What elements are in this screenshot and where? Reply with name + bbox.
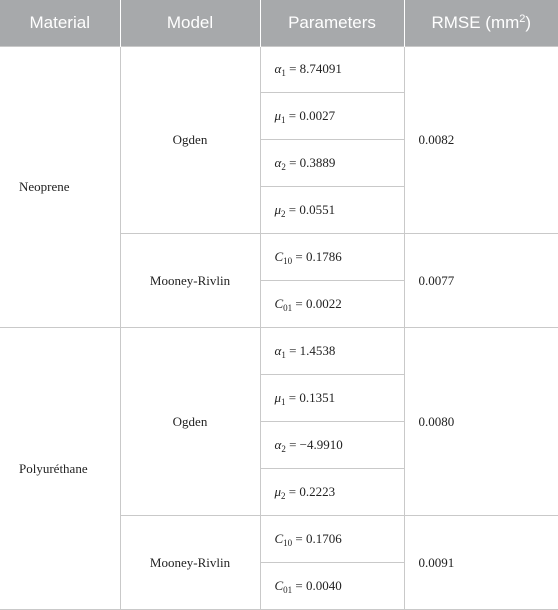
param-subscript: 1 <box>281 396 286 407</box>
param-value: = 0.0551 <box>285 201 336 217</box>
parameter-cell <box>260 187 404 234</box>
parameter-cell <box>260 375 404 422</box>
parameter-cell <box>260 47 404 93</box>
param-subscript: 1 <box>281 114 286 125</box>
param-subscript: 01 <box>283 302 293 313</box>
param-subscript: 1 <box>281 349 286 360</box>
header-model: Model <box>120 0 260 47</box>
param-subscript: 2 <box>281 443 286 454</box>
param-symbol: C <box>274 295 284 311</box>
param-value: = 0.0040 <box>292 577 342 593</box>
param-symbol: C <box>274 530 284 546</box>
param-symbol: α <box>274 154 282 170</box>
param-subscript: 10 <box>283 537 293 548</box>
param-subscript: 01 <box>283 584 293 595</box>
param-symbol: C <box>274 577 284 593</box>
table-row <box>0 328 558 375</box>
parameter-cell <box>260 281 404 328</box>
model-cell: Ogden <box>120 47 260 234</box>
param-value: = 0.3889 <box>285 154 336 170</box>
param-subscript: 2 <box>281 490 286 501</box>
param-subscript: 2 <box>281 208 286 219</box>
rmse-cell: 0.0080 <box>404 328 558 516</box>
rmse-cell: 0.0091 <box>404 516 558 610</box>
header-rmse-close: ) <box>525 13 532 32</box>
param-symbol: α <box>274 436 282 452</box>
param-subscript: 2 <box>281 161 286 172</box>
param-symbol: α <box>274 342 282 358</box>
param-symbol: μ <box>274 107 282 123</box>
param-value: = 0.1351 <box>285 389 336 405</box>
param-subscript: 1 <box>281 68 286 78</box>
param-symbol: μ <box>274 389 282 405</box>
param-subscript: 10 <box>283 255 293 266</box>
param-value: = −4.9910 <box>285 436 343 452</box>
rmse-cell: 0.0077 <box>404 234 558 328</box>
param-value: = 0.2223 <box>285 483 336 499</box>
parameter-cell <box>260 422 404 469</box>
header-parameters: Parameters <box>260 0 404 47</box>
param-symbol: C <box>274 248 284 264</box>
param-value: = 8.74091 <box>285 61 342 76</box>
param-symbol: μ <box>274 201 282 217</box>
header-material: Material <box>0 0 120 47</box>
parameter-cell <box>260 93 404 140</box>
header-row <box>0 0 558 47</box>
param-value: = 0.0027 <box>285 107 336 123</box>
param-value: = 0.1706 <box>292 530 342 546</box>
parameter-cell <box>260 140 404 187</box>
material-cell: Polyuréthane <box>0 328 120 610</box>
table-row <box>0 47 558 93</box>
header-rmse <box>404 0 558 47</box>
param-symbol: μ <box>274 483 282 499</box>
model-cell: Mooney-Rivlin <box>120 516 260 610</box>
param-symbol: α <box>274 61 282 76</box>
header-rmse-sup: 2 <box>519 13 526 25</box>
rmse-cell: 0.0082 <box>404 47 558 234</box>
header-rmse-label: RMSE (mm <box>431 13 520 32</box>
parameter-cell <box>260 469 404 516</box>
parameter-cell <box>260 234 404 281</box>
parameter-cell <box>260 328 404 375</box>
param-value: = 0.1786 <box>292 248 342 264</box>
material-cell: Neoprene <box>0 47 120 328</box>
model-cell: Mooney-Rivlin <box>120 234 260 328</box>
parameter-cell <box>260 516 404 563</box>
model-cell: Ogden <box>120 328 260 516</box>
parameter-cell <box>260 563 404 610</box>
param-value: = 1.4538 <box>285 342 336 358</box>
param-value: = 0.0022 <box>292 295 342 311</box>
